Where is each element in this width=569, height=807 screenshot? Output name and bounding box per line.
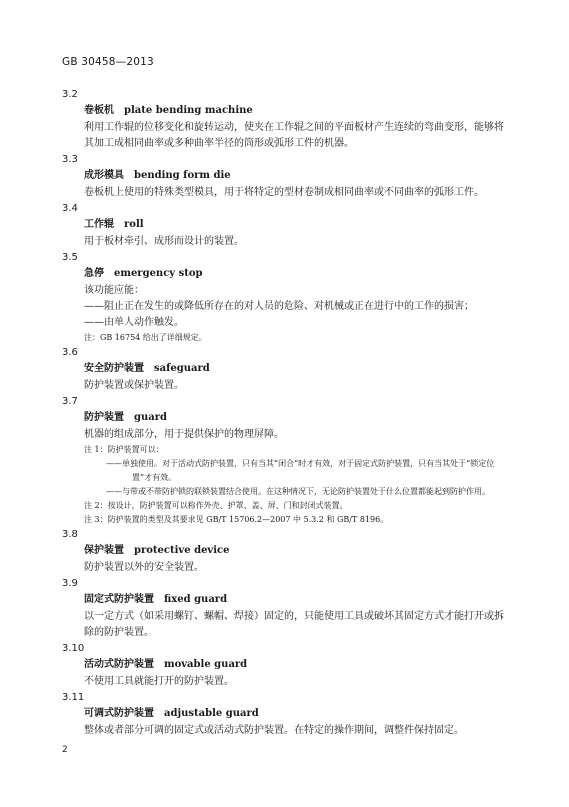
term-title	[84, 542, 512, 560]
definition: 用于板材牵引、成形而设计的装置。	[84, 236, 244, 247]
term-title	[84, 102, 512, 120]
clause-number: 3.10	[62, 643, 85, 654]
term-en: movable guard	[164, 659, 248, 670]
page-number: 2	[62, 745, 68, 755]
document-body	[62, 87, 512, 739]
clause-number: 3.7	[62, 396, 78, 407]
clause-number: 3.8	[62, 529, 78, 540]
definition: 防护装置或保护装置。	[84, 380, 184, 391]
note-item: ——单独使用。对于活动式防护装置，只有当其“闭合”时才有效，对于固定式防护装置，只有当其处于“锁定位置”才有效。	[106, 459, 495, 482]
term-en: roll	[124, 219, 144, 230]
note-3: 注 3：防护装置的类型及其要求见 GB/T 15706.2—2007 中 5.3.2 和 GB/T 8196。	[84, 515, 389, 524]
term-en: protective device	[134, 545, 230, 556]
term-zh: 成形模具	[84, 170, 124, 181]
term-zh: 保护装置	[84, 545, 124, 556]
definition: 以一定方式（如采用螺钉、螺帽、焊接）固定的，只能使用工具或破坏其固定方式才能打开或拆除的防护装置。	[84, 611, 504, 638]
term-title	[84, 360, 512, 378]
definition: 防护装置以外的安全装置。	[84, 562, 204, 573]
note-1: 注 1：防护装置可以：	[84, 445, 164, 454]
term-title	[84, 167, 512, 185]
term-title	[84, 216, 512, 234]
clause-number: 3.9	[62, 578, 78, 589]
definition: 机器的组成部分，用于提供保护的物理屏障。	[84, 429, 284, 440]
definition: 该功能应能：	[84, 285, 144, 296]
clause-number: 3.11	[62, 692, 85, 703]
definition: 不使用工具就能打开的防护装置。	[84, 676, 234, 687]
term-zh: 活动式防护装置	[84, 659, 154, 670]
term-zh: 安全防护装置	[84, 363, 144, 374]
term-en: safeguard	[154, 363, 210, 374]
note-2: 注 2：按设计，防护装置可以称作外壳、护罩、盖、屏、门和封闭式装置。	[84, 501, 348, 510]
term-title	[84, 591, 512, 609]
clause-number: 3.5	[62, 252, 78, 263]
clause-number: 3.3	[62, 154, 78, 165]
dash-item: ——由单人动作触发。	[84, 317, 184, 328]
term-en: adjustable guard	[164, 708, 259, 719]
definition: 整体或者部分可调的固定式或活动式防护装置。在特定的操作期间，调整件保持固定。	[84, 725, 464, 736]
note: 注：GB 16754 给出了详细规定。	[84, 333, 207, 342]
definition: 利用工作辊的位移变化和旋转运动，使夹在工作辊之间的平面板材产生连续的弯曲变形，能够将其加工成相同曲率或多种曲率半径的筒形或弧形工件的机器。	[84, 122, 504, 149]
term-en: bending form die	[134, 170, 231, 181]
term-title	[84, 409, 512, 427]
term-en: emergency stop	[114, 268, 203, 279]
term-zh: 急停	[84, 268, 104, 279]
term-zh: 防护装置	[84, 412, 124, 423]
clause-number: 3.4	[62, 203, 78, 214]
term-zh: 可调式防护装置	[84, 708, 154, 719]
term-en: guard	[134, 412, 168, 423]
term-en: plate bending machine	[124, 105, 253, 116]
term-zh: 卷板机	[84, 105, 114, 116]
term-title	[84, 656, 512, 674]
clause-number: 3.2	[62, 89, 78, 100]
standard-code: GB 30458—2013	[62, 56, 154, 68]
term-zh: 工作辊	[84, 219, 114, 230]
dash-item: ——阻止正在发生的或降低所存在的对人员的危险、对机械或正在进行中的工作的损害；	[84, 301, 474, 312]
term-en: fixed guard	[164, 594, 228, 605]
term-title	[84, 705, 512, 723]
note-item: ——与带或不带防护锁的联锁装置结合使用。在这种情况下，无论防护装置处于什么位置都能起到防护作用。	[106, 487, 490, 496]
term-zh: 固定式防护装置	[84, 594, 154, 605]
term-title	[84, 265, 512, 283]
definition: 卷板机上使用的特殊类型模具，用于将特定的型材卷制成相同曲率或不同曲率的弧形工件。	[84, 187, 484, 198]
clause-number: 3.6	[62, 347, 78, 358]
